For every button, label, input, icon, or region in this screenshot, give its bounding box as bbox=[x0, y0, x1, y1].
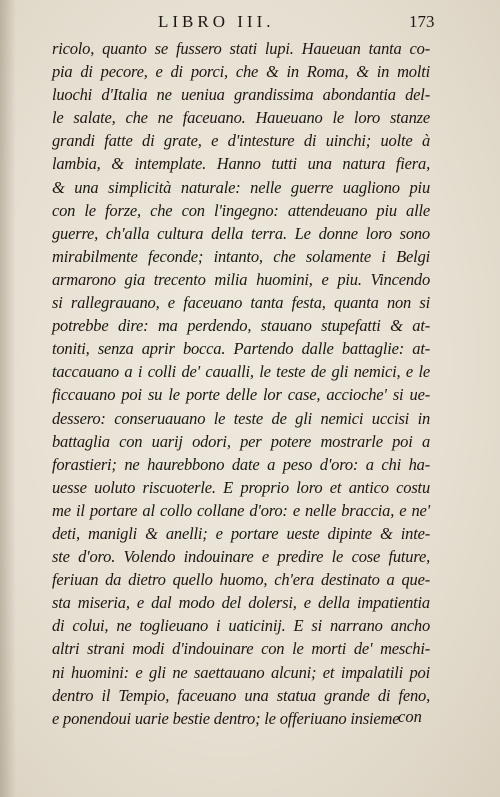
text-line: altri strani modi d'indouinare con le morti de' meschi- bbox=[52, 639, 430, 659]
text-line: potrebbe dire: ma perdendo, stauano stupefatti & at- bbox=[52, 316, 430, 336]
text-line: lambia, & intemplate. Hanno tutti una natura fiera, bbox=[52, 154, 430, 174]
text-line: feriuan da dietro quello huomo, ch'era destinato a que- bbox=[52, 570, 430, 590]
text-line: deti, manigli & anelli; e portare ueste dipinte & inte- bbox=[52, 523, 430, 543]
text-line: ste d'oro. Volendo indouinare e predire le cose future, bbox=[52, 547, 430, 567]
text-line: ricolo, quanto se fussero stati lupi. Haueuan tanta co- bbox=[52, 39, 430, 58]
text-line: luochi d'Italia ne ueniua grandissima abondantia del- bbox=[52, 85, 430, 105]
page-gutter-shadow bbox=[0, 0, 16, 797]
text-line: battaglia con uarij odori, per potere mostrarle poi a bbox=[52, 431, 430, 451]
text-line: le salate, che ne faceuano. Haueuano le loro stanze bbox=[52, 108, 430, 128]
text-line: e ponendoui uarie bestie dentro; le offeriuano insieme bbox=[52, 708, 400, 728]
text-line: si rallegrauano, e faceuano tanta festa, quanta non si bbox=[52, 293, 430, 313]
text-line: ni huomini: e gli ne saettauano alcuni; et impalatili poi bbox=[52, 662, 430, 682]
text-line: toniti, senza aprir bocca. Partendo dalle battaglie: at- bbox=[52, 339, 430, 359]
text-line: taccauano a i colli de' caualli, le teste de gli nemici, e le bbox=[52, 362, 430, 382]
text-line: dessero: conseruauano le teste de gli nemici uccisi in bbox=[52, 408, 430, 428]
page-number: 173 bbox=[409, 12, 435, 31]
page-header bbox=[0, 12, 500, 32]
text-line: & una simplicità naturale: nelle guerre uagliono piu bbox=[52, 177, 430, 197]
text-line: ficcauano poi su le porte delle lor case, accioche' si ue- bbox=[52, 385, 430, 405]
text-line: armarono gia trecento milia huomini, e piu. Vincendo bbox=[52, 269, 430, 289]
text-line: me il portare al collo collane d'oro: e nelle braccia, e ne' bbox=[52, 500, 430, 520]
body-text bbox=[52, 37, 430, 730]
text-line: di colui, ne toglieuano i uaticinij. E si narrano ancho bbox=[52, 616, 430, 636]
text-line: grandi fatte di grate, e d'intesture di uinchi; uolte à bbox=[52, 131, 430, 151]
text-line: forastieri; ne haurebbono date a peso d'oro: a chi ha- bbox=[52, 454, 430, 474]
text-line: uesse uoluto riscuoterle. E proprio loro et antico costu bbox=[52, 477, 430, 497]
text-line: guerre, ch'alla cultura della terra. Le donne loro sono bbox=[52, 223, 430, 243]
text-line: pia di pecore, e di porci, che & in Roma, & in molti bbox=[52, 62, 430, 82]
catchword: con bbox=[398, 707, 422, 726]
text-line: sta miseria, e dal modo del dolersi, e della impatientia bbox=[52, 593, 430, 613]
text-line: mirabilmente feconde; intanto, che solamente i Belgi bbox=[52, 246, 430, 266]
text-line: con le forze, che con l'ingegno: attendeuano piu alle bbox=[52, 200, 430, 220]
text-line: dentro il Tempio, faceuano una statua grande di feno, bbox=[52, 685, 430, 705]
running-head: LIBRO III. bbox=[158, 12, 275, 31]
